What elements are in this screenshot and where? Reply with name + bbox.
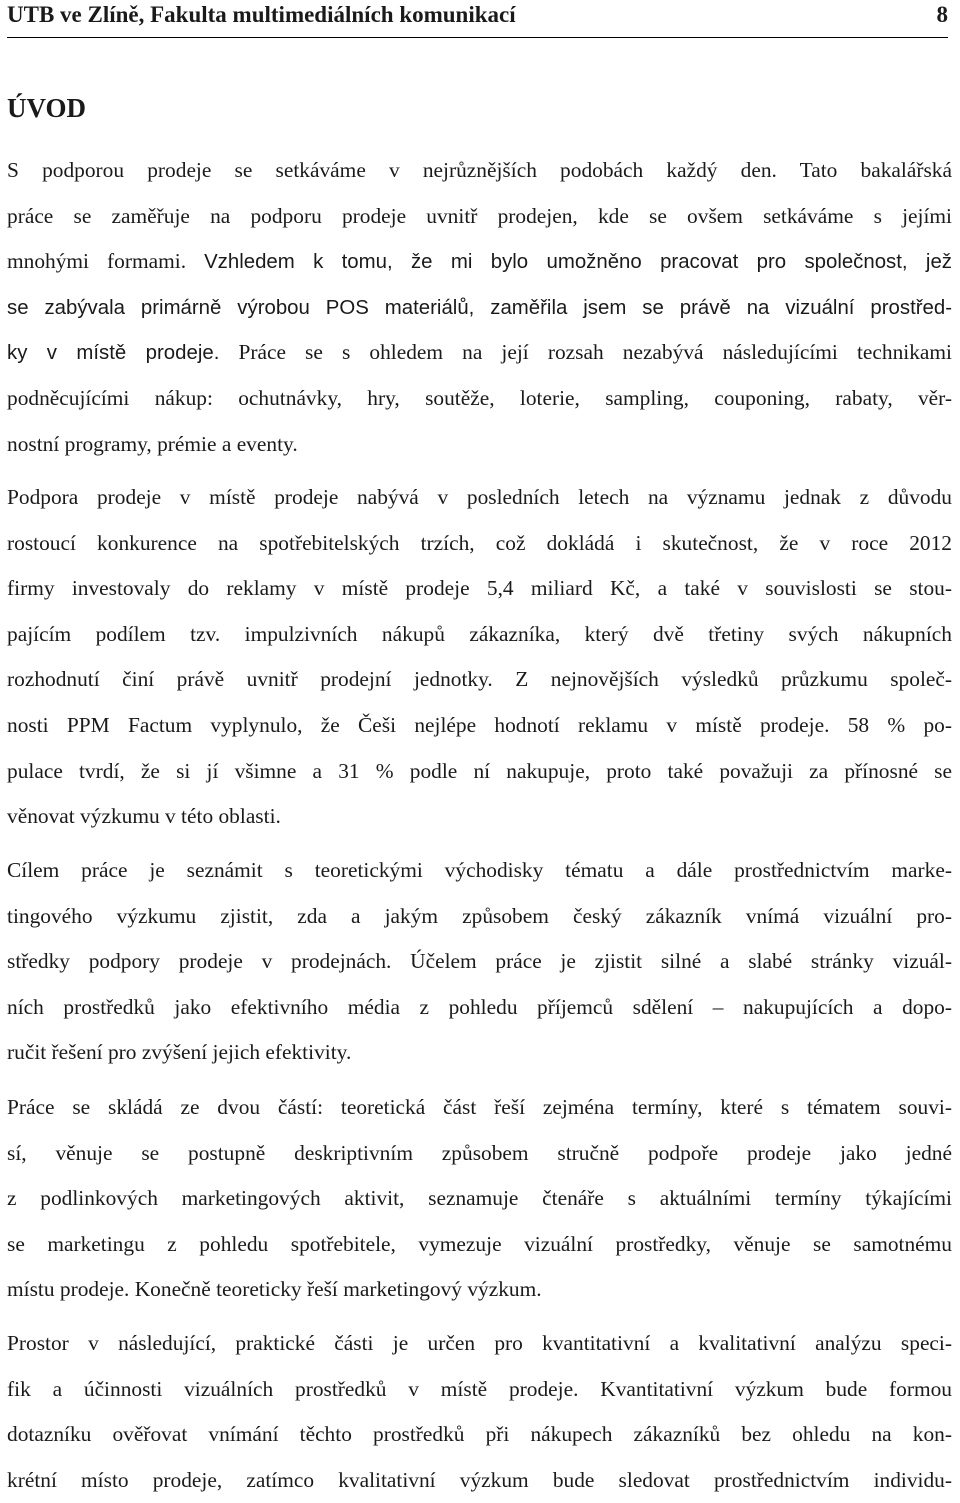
text-line	[7, 1222, 952, 1268]
text-line	[7, 475, 952, 521]
text-line	[7, 612, 952, 658]
text-run: ních prostředků jako efektivního média z pohledu příjemců sdělení – nakupujících a dopo-	[7, 994, 952, 1019]
text-run: nostní programy, prémie a eventy.	[7, 431, 298, 456]
text-line	[7, 330, 952, 376]
text-line	[7, 749, 952, 795]
text-run: sí, věnuje se postupně deskriptivním způsobem stručně podpoře prodeje jako jedné	[7, 1140, 952, 1165]
text-run: práce se zaměřuje na podporu prodeje uvnitř prodejen, kde se ovšem setkáváme s jejími	[7, 203, 952, 228]
text-run: Prostor v následující, praktické části je určen pro kvantitativní a kvalitativní analýzu speci-	[7, 1331, 952, 1355]
text-line	[7, 985, 952, 1031]
text-run: mnohými formami.	[7, 249, 205, 274]
paragraph-importance	[7, 475, 952, 840]
text-run: nosti PPM Factum vyplynulo, že Češi nejlépe hodnotí reklamu v místě prodeje. 58 % po-	[7, 712, 952, 737]
text-line	[7, 422, 952, 468]
text-run: ručit řešení pro zvýšení jejich efektivity.	[7, 1040, 352, 1065]
text-run: podněcujícími nákup: ochutnávky, hry, soutěže, loterie, sampling, couponing, rabaty, věr-	[7, 385, 952, 410]
text-run: tingového výzkumu zjistit, zda a jakým způsobem český zákazník vnímá vizuální pro-	[7, 903, 952, 928]
text-run: pulace tvrdí, že si jí všimne a 31 % podle ní nakupuje, proto také považuji za přínosné se	[7, 758, 952, 783]
text-line	[7, 1030, 952, 1076]
text-line	[7, 1321, 952, 1367]
text-line	[7, 566, 952, 612]
text-run: se zabývala primárně výrobou POS materiálů, zaměřila jsem se právě na vizuální prostřed-	[7, 296, 952, 319]
running-header	[7, 0, 948, 38]
text-run: se marketingu z pohledu spotřebitele, vymezuje vizuální prostředky, věnuje se samotnému	[7, 1231, 952, 1256]
text-line	[7, 1085, 952, 1131]
text-run: pajícím podílem tzv. impulzivních nákupů zákazníka, který dvě třetiny svých nákupních	[7, 621, 952, 646]
text-line	[7, 894, 952, 940]
text-line	[7, 239, 952, 285]
text-line	[7, 1267, 952, 1313]
text-run: krétní místo prodeje, zatímco kvalitativní výzkum bude sledovat prostřednictvím individu-	[7, 1467, 952, 1492]
text-line	[7, 794, 952, 840]
text-line	[7, 1367, 952, 1413]
text-line	[7, 657, 952, 703]
text-run: Práce se s ohledem na její rozsah nezabývá následujícími technikami	[219, 340, 952, 365]
text-run: ky v místě prodeje.	[7, 342, 220, 365]
text-run: Cílem práce je seznámit s teoretickými východisky tématu a dále prostřednictvím marke-	[7, 858, 952, 882]
text-run: z podlinkových marketingových aktivit, seznamuje čtenáře s aktuálními termíny týkajícími	[7, 1186, 952, 1211]
text-run: S podporou prodeje se setkáváme v nejrůznějších podobách každý den. Tato bakalářská	[7, 158, 952, 182]
text-run: středky podpory prodeje v prodejnách. Účelem práce je zjistit silné a slabé stránky vizuál-	[7, 949, 952, 974]
text-run: Podpora prodeje v místě prodeje nabývá v posledních letech na významu jednak z důvodu	[7, 485, 952, 509]
text-run: Práce se skládá ze dvou částí: teoretická část řeší zejména termíny, které s tématem souvi-	[7, 1095, 952, 1119]
paragraph-intro	[7, 148, 952, 467]
paragraph-goal	[7, 848, 952, 1076]
text-run: fik a účinnosti vizuálních prostředků v místě prodeje. Kvantitativní výzkum bude formou	[7, 1376, 952, 1401]
header-institution: UTB ve Zlíně, Fakulta multimediálních komunikací	[7, 2, 516, 27]
text-line	[7, 1458, 952, 1503]
text-line	[7, 285, 952, 331]
text-line	[7, 848, 952, 894]
text-run: dotazníku ověřovat vnímání těchto prostředků při nákupech zákazníků bez ohledu na kon-	[7, 1422, 952, 1447]
text-line	[7, 703, 952, 749]
text-line	[7, 376, 952, 422]
text-line	[7, 194, 952, 240]
text-run: rozhodnutí činí právě uvnitř prodejní jednotky. Z nejnovějších výsledků průzkumu společ-	[7, 667, 952, 692]
paragraph-practical	[7, 1321, 952, 1503]
text-run: firmy investovaly do reklamy v místě prodeje 5,4 miliard Kč, a také v souvislosti se stou-	[7, 576, 952, 601]
text-line	[7, 939, 952, 985]
text-run: Vzhledem k tomu, že mi bylo umožněno pracovat pro společnost, jež	[204, 251, 952, 274]
text-line	[7, 1131, 952, 1177]
text-run: rostoucí konkurence na spotřebitelských trzích, což dokládá i skutečnost, že v roce 2012	[7, 530, 952, 555]
text-line	[7, 1412, 952, 1458]
section-title: ÚVOD	[7, 93, 86, 123]
header-page-number: 8	[936, 2, 948, 27]
text-run: místu prodeje. Konečně teoreticky řeší marketingový výzkum.	[7, 1277, 542, 1302]
text-line	[7, 1176, 952, 1222]
text-run: věnovat výzkumu v této oblasti.	[7, 804, 281, 829]
text-line	[7, 521, 952, 567]
text-line	[7, 148, 952, 194]
paragraph-structure	[7, 1085, 952, 1313]
